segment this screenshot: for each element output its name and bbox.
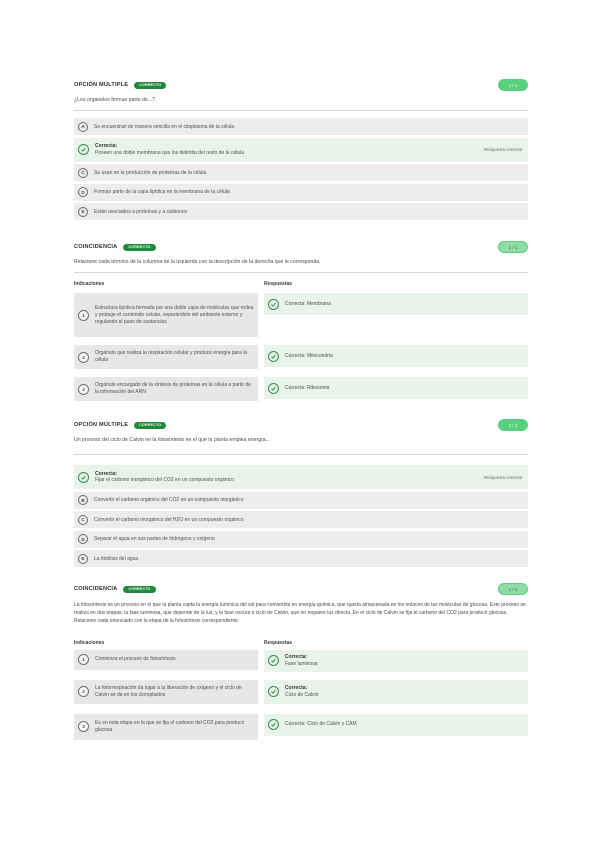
match-row xyxy=(74,650,528,672)
match-row xyxy=(74,680,528,704)
row-number: 2 xyxy=(78,352,89,363)
indication-text: Orgánulo que realiza la respiración celular y produce energía para la célula xyxy=(95,350,248,363)
question-header xyxy=(74,78,528,92)
response-cell[interactable] xyxy=(264,680,528,704)
option-letter: E xyxy=(78,207,88,217)
response-cell[interactable] xyxy=(264,377,528,399)
row-number: 3 xyxy=(78,384,89,395)
question-prompt: La fotosíntesis es un proceso en el que la planta capta la energía lumínica del sol para convertirla en energía química, que queda almacenada en los enlaces de las moléculas de glucosa. Este proceso se realiza en dos etapas: la fase luminosa, que depende de la luz, y la fase oscura o ciclo de Calvin, que no requiere luz directa. En el ciclo de Calvin se fija el carbono del CO2 para producir glucosa. Relacione cada enunciado con la etapa de la fotosíntesis correspondiente. xyxy=(74,602,526,625)
option-c[interactable] xyxy=(74,164,528,181)
option-text: Están asociados a proteínas y a carbonos xyxy=(94,208,188,215)
status-badge: CORRECTO xyxy=(123,244,155,251)
correct-answer-note: Respuesta correcta xyxy=(483,147,522,152)
score-pill: 1 / 1 xyxy=(498,241,528,253)
correct-label: Correcta: xyxy=(95,143,118,149)
correct-answer-note: Respuesta correcta xyxy=(483,474,522,480)
option-text: Forman parte de la capa lipídica en la membrana de la célula xyxy=(94,189,230,195)
check-circle-icon xyxy=(268,299,279,310)
option-text: Fijar el carbono inorgánico del CO2 en un compuesto orgánico xyxy=(95,477,234,483)
indication-cell xyxy=(74,293,258,337)
correct-label: Correcta: xyxy=(95,470,118,477)
match-row xyxy=(74,714,528,740)
check-circle-icon xyxy=(78,472,89,483)
question-type: COINCIDENCIA xyxy=(74,586,118,592)
row-number: 1 xyxy=(78,310,89,321)
option-c[interactable] xyxy=(74,511,528,528)
indication-text: Comienza el proceso de fotosíntesis xyxy=(95,656,176,663)
row-number: 2 xyxy=(78,686,89,697)
row-number: 3 xyxy=(78,721,89,732)
status-badge: CORRECTO xyxy=(134,422,166,429)
score-pill: 1 / 1 xyxy=(498,79,528,91)
match-row xyxy=(74,345,528,369)
question-type: OPCIÓN MÚLTIPLE xyxy=(74,422,129,428)
indication-cell xyxy=(74,650,258,670)
indication-text: Estructura lipídica formada por una doble capa de moléculas que rodea y protege el contenido celular, separándolo del ambiente externo y regulando el paso de sustancias xyxy=(95,304,254,325)
option-text: Se encuentran de manera sencilla en el citoplasma de la célula xyxy=(94,123,235,130)
status-badge: CORRECTO xyxy=(134,82,166,89)
check-circle-icon xyxy=(268,686,279,697)
response-text: Correcta: Mitocondria xyxy=(285,352,333,359)
option-a-correct[interactable] xyxy=(74,465,528,489)
response-text: Fase luminosa xyxy=(285,660,318,667)
responses-header: Respuestas xyxy=(264,639,293,646)
indications-header: Indicaciones xyxy=(74,281,105,287)
divider xyxy=(74,454,528,455)
option-letter: C xyxy=(78,168,88,178)
option-text: Convertir el carbono inorgánico del H2O en un compuesto orgánico xyxy=(94,516,244,523)
check-circle-icon xyxy=(268,719,279,730)
response-text: Correcta: Ciclo de Calvin y CAM xyxy=(285,721,357,728)
indication-cell xyxy=(74,680,258,704)
option-text: Separar el agua en sus partes de hidrógeno y oxígeno xyxy=(94,536,215,542)
check-circle-icon xyxy=(268,383,279,394)
indications-header: Indicaciones xyxy=(74,639,105,646)
question-prompt: Un proceso del ciclo de Calvin en la fotosíntesis en el que la planta emplea energía... xyxy=(74,437,270,443)
correct-label: Correcta: xyxy=(285,685,308,692)
option-e[interactable] xyxy=(74,550,528,567)
option-text: Se usan en la producción de proteínas de la célula xyxy=(94,169,207,176)
option-text: La fotólisis del agua xyxy=(94,555,139,562)
option-text: Poseen una doble membrana que los delimita del resto de la célula xyxy=(95,149,244,156)
score-pill: 1 / 1 xyxy=(498,583,528,595)
option-d[interactable] xyxy=(74,184,528,201)
question-4 xyxy=(74,582,528,740)
check-circle-icon xyxy=(78,144,89,155)
response-cell[interactable] xyxy=(264,650,528,672)
option-letter: A xyxy=(78,122,88,132)
check-circle-icon xyxy=(268,351,279,362)
row-number: 1 xyxy=(78,654,89,665)
indication-text: Orgánulo encargado de la síntesis de proteínas en la célula a partir de la información del ARN xyxy=(95,382,251,395)
divider xyxy=(74,272,528,273)
indication-cell xyxy=(74,714,258,740)
indication-text: La fotorrespiración da lugar a la liberación de oxígeno y el ciclo de Calvin se da en los cloroplastos xyxy=(95,684,242,698)
question-prompt: ¿Los organelos forman parte de...? xyxy=(74,97,156,103)
response-cell[interactable] xyxy=(264,345,528,367)
response-text: Correcta: Membrana xyxy=(285,300,331,307)
option-letter: C xyxy=(78,515,88,525)
option-letter: E xyxy=(78,554,88,564)
question-1 xyxy=(74,78,528,223)
question-prompt: Relacione cada término de la columna de la izquierda con la descripción de la derecha que le corresponda. xyxy=(74,259,321,265)
response-cell[interactable] xyxy=(264,714,528,736)
indication-cell xyxy=(74,377,258,401)
question-header xyxy=(74,240,528,254)
option-e[interactable] xyxy=(74,203,528,220)
option-a[interactable] xyxy=(74,118,528,135)
indication-cell xyxy=(74,345,258,369)
correct-label: Correcta: xyxy=(285,654,308,661)
question-3 xyxy=(74,418,528,570)
option-letter: D xyxy=(78,187,88,197)
question-type: OPCIÓN MÚLTIPLE xyxy=(74,82,129,88)
option-d[interactable] xyxy=(74,531,528,548)
option-text: Convertir el carbono orgánico del CO2 en un compuesto inorgánico xyxy=(94,497,244,503)
score-pill: 1 / 1 xyxy=(498,419,528,431)
match-row xyxy=(74,293,528,337)
question-2 xyxy=(74,240,528,401)
responses-header: Respuestas xyxy=(264,281,293,287)
check-circle-icon xyxy=(268,655,279,666)
response-text: Ciclo de Calvin xyxy=(285,691,319,698)
question-header xyxy=(74,418,528,432)
option-b[interactable] xyxy=(74,492,528,509)
response-cell[interactable] xyxy=(264,293,528,315)
question-type: COINCIDENCIA xyxy=(74,244,118,250)
indication-text: Es en esta etapa en la que se fija el carbono del CO2 para producir glucosa xyxy=(95,719,245,733)
status-badge: CORRECTO xyxy=(123,586,155,593)
option-b-correct[interactable] xyxy=(74,138,528,162)
option-letter: B xyxy=(78,495,88,505)
response-text: Correcta: Ribosoma xyxy=(285,384,330,391)
question-header xyxy=(74,582,528,596)
match-row xyxy=(74,377,528,401)
divider xyxy=(74,110,528,111)
option-letter: D xyxy=(78,534,88,544)
